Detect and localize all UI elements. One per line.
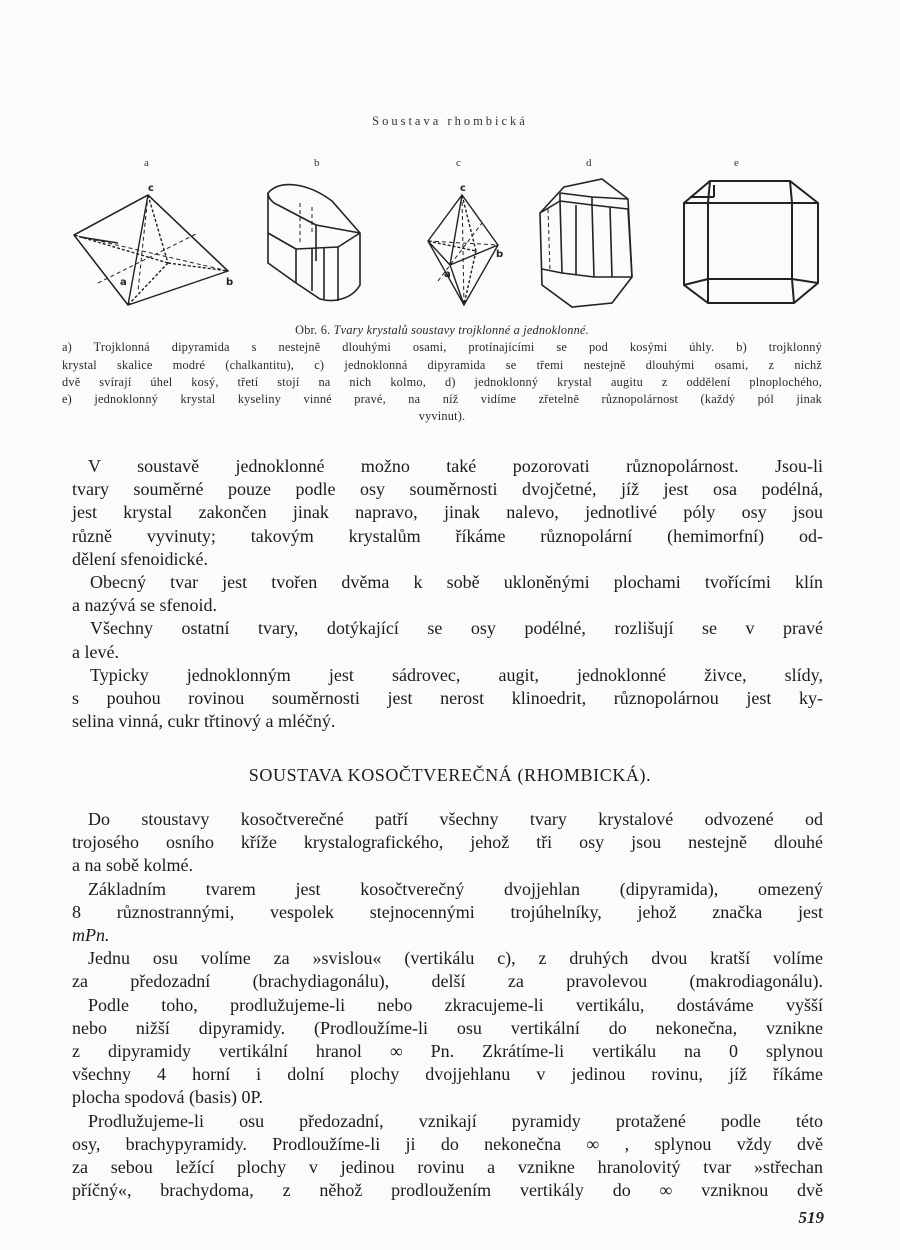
axis-label-a-c: a: [444, 269, 451, 280]
text-line: za sebou ležící plochy v jedinou rovinu a vznikne hranolovitý tvar »střechan: [72, 1157, 823, 1178]
text-line: tvary souměrné pouze podle osy souměrnosti dvojčetné, jíž jest osa podélná,: [72, 479, 823, 500]
text-line: Do stoustavy kosočtverečné patří všechny tvary krystalové odvozené od: [88, 809, 823, 829]
caption-last-line: vyvinut).: [418, 409, 466, 424]
rhombic-text-block: [72, 808, 823, 1202]
caption-line: e) jednoklonný krystal kyseliny vinné pravé, na níž vidíme zřetelně různopolárnost (každý pól jinak: [62, 392, 822, 407]
text-line: trojosého osního kříže krystalografického, jehož tři osy jsou nestejně dlouhé: [72, 832, 823, 853]
triclinic-dipyramid-drawing: [68, 173, 238, 313]
text-line: selina vinná, cukr třtinový a mléčný.: [72, 711, 336, 732]
axis-label-c-a: c: [148, 183, 154, 194]
caption-title-line: [62, 322, 822, 339]
figure-label-a: a: [144, 157, 149, 169]
text-line: nebo nižší dipyramidy. (Prodloužíme-li osu vertikální do nekonečna, vznikne: [72, 1017, 823, 1038]
text-line: různě vyvinuty; takovým krystalům říkáme různopolární (hemimorfní) od-: [72, 525, 823, 546]
caption-line: dvě svírají úhel kosý, třetí stojí na nich kolmo, d) jednoklonný krystal augitu z oddělení plnoplochého,: [62, 374, 822, 389]
text-line: Prodlužujeme-li osu předozadní, vznikají pyramidy protažené podle této: [88, 1110, 823, 1131]
section-title: SOUSTAVA KOSOČTVEREČNÁ (RHOMBICKÁ).: [248, 765, 652, 785]
figure-label-d: d: [586, 157, 592, 169]
axis-label-a-a: a: [120, 277, 127, 288]
text-line: mPn.: [72, 925, 110, 946]
text-line: Základním tvarem jest kosočtverečný dvojjehlan (dipyramida), omezený: [88, 878, 823, 899]
text-line: za předozadní (brachydiagonálu), delší za pravolevou (makrodiagonálu).: [72, 971, 823, 992]
axis-label-b-c: b: [496, 249, 504, 260]
caption-title: Tvary krystalů soustavy trojklonné a jednoklonné.: [333, 323, 589, 337]
text-line: plocha spodová (basis) 0P.: [72, 1087, 263, 1108]
text-line: dělení sfenoidické.: [72, 548, 208, 569]
caption-number: Obr. 6.: [295, 323, 331, 337]
text-line: osy, brachypyramidy. Prodloužíme-li ji do nekonečna ∞ , splynou vždy dvě: [72, 1133, 823, 1154]
text-line: všechny 4 horní i dolní plochy dvojjehlanu v jedinou rovinu, jíž říkáme: [72, 1064, 823, 1085]
monoclinic-dipyramid-drawing: [420, 173, 520, 313]
text-line: a nazývá se sfenoid.: [72, 595, 217, 616]
page-number: 519: [798, 1208, 824, 1227]
augite-crystal-drawing: [532, 173, 642, 313]
text-line: jest krystal zakončen jinak napravo, jinak nalevo, jednotlivé póly osy jsou: [72, 502, 823, 523]
axis-label-c-c: c: [460, 183, 466, 194]
text-line: z dipyramidy vertikální hranol ∞ Pn. Zkrátíme-li vertikálu na 0 splynou: [72, 1041, 823, 1062]
text-line: Typicky jednoklonným jest sádrovec, augit, jednoklonné živce, slídy,: [90, 664, 823, 685]
crystal-figure: [60, 155, 840, 325]
text-line: Všechny ostatní tvary, dotýkající se osy podélné, rozlišují se v pravé: [90, 618, 823, 639]
text-line: a levé.: [72, 641, 119, 662]
axis-label-b-a: b: [226, 277, 234, 288]
figure-label-c: c: [456, 157, 461, 169]
text-line: a na sobě kolmé.: [72, 855, 193, 876]
figure-label-b: b: [314, 157, 320, 169]
figure-label-e: e: [734, 157, 739, 169]
text-line: Jednu osu volíme za »svislou« (vertikálu c), z druhých dvou kratší volíme: [88, 948, 823, 969]
text-line: Podle toho, prodlužujeme-li nebo zkracujeme-li vertikálu, dostáváme vyšší: [88, 994, 823, 1015]
monoclinic-text-block: [72, 455, 823, 733]
text-line: příčný«, brachydoma, z něhož prodloužením vertikály do ∞ vzniknou dvě: [72, 1180, 823, 1201]
text-line: 8 různostrannými, vespolek stejnocennými trojúhelníky, jehož značka jest: [72, 901, 823, 922]
tartaric-acid-crystal-drawing: [678, 173, 828, 313]
text-line: s pouhou rovinou souměrnosti jest nerost klinoedrit, různopolárnou jest ky-: [72, 688, 823, 709]
figure-caption: [62, 322, 822, 426]
caption-line: a) Trojklonná dipyramida s nestejně dlouhými osami, protínajícími se pod kosými úhly. b) trojklonný: [62, 340, 822, 355]
caption-line: krystal skalice modré (chalkantitu), c) jednoklonná dipyramida se třemi nestejně dlouhými osami, z nichž: [62, 357, 822, 372]
chalcanthite-crystal-drawing: [260, 173, 370, 313]
text-line: V soustavě jednoklonné možno také pozorovati různopolárnost. Jsou-li: [88, 456, 823, 476]
text-line: Obecný tvar jest tvořen dvěma k sobě ukloněnými plochami tvořícími klín: [90, 572, 823, 593]
running-head: Soustava rhombická: [372, 114, 528, 128]
